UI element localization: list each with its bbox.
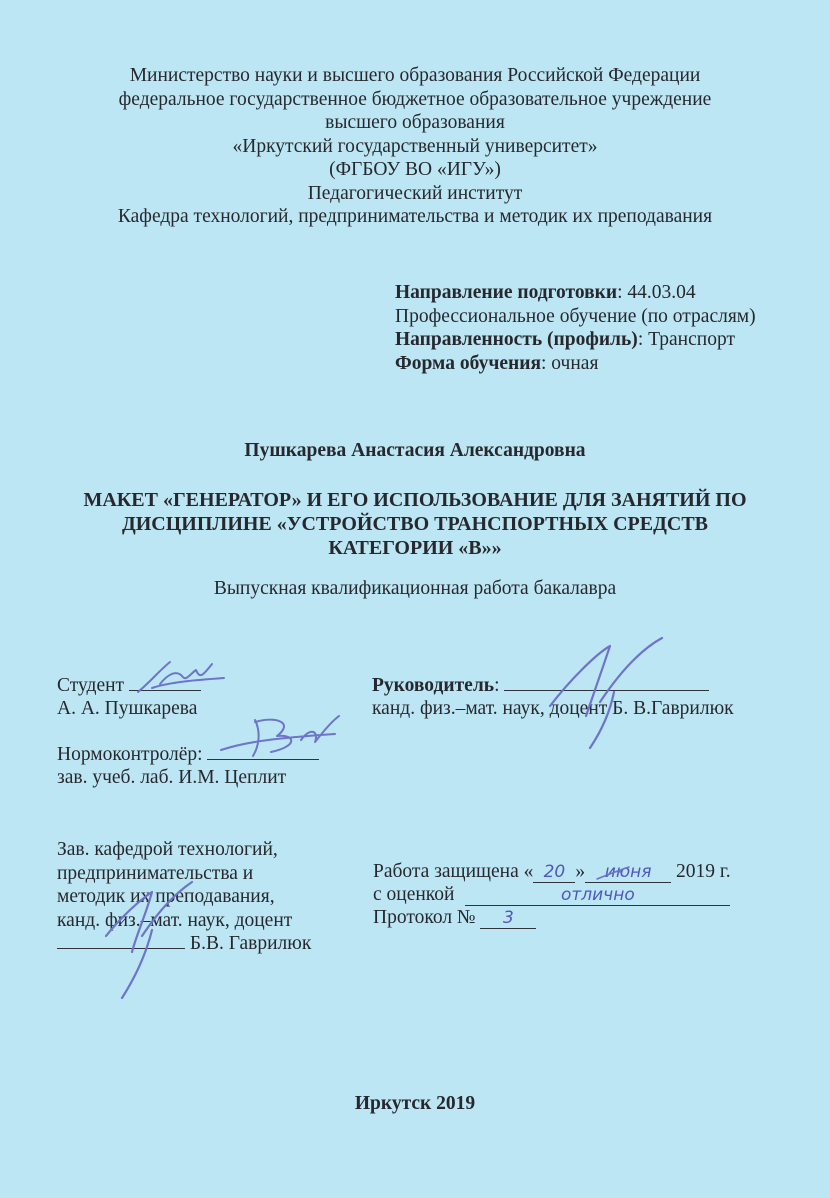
defense-prefix: Работа защищена « <box>373 861 534 882</box>
supervisor-label: Руководитель <box>372 675 495 696</box>
normcontrol-label: Нормоконтролёр: <box>57 744 203 765</box>
grade-label: с оценкой <box>373 884 455 905</box>
profile-label: Направленность (профиль) <box>395 329 638 350</box>
author-name: Пушкарева Анастасия Александровна <box>244 440 586 461</box>
supervisor-signature <box>540 632 670 752</box>
title-line: МАКЕТ «ГЕНЕРАТОР» И ЕГО ИСПОЛЬЗОВАНИЕ ДЛЯ ЗАНЯТИЙ ПО <box>83 489 747 511</box>
footer-city-year: Иркутск 2019 <box>354 1093 476 1114</box>
header-line: (ФГБОУ ВО «ИГУ») <box>329 159 501 180</box>
head-line: методик их преподавания, <box>57 886 275 907</box>
student-label: Студент <box>57 675 125 696</box>
header-line: высшего образования <box>325 112 505 133</box>
direction-value: : 44.03.04 <box>617 282 696 303</box>
head-name: Б.В. Гаврилюк <box>189 933 312 954</box>
defense-mid: » <box>575 861 586 882</box>
supervisor-details: канд. физ.–мат. наук, доцент Б. В.Гаврилюк <box>372 698 734 719</box>
program-info <box>395 281 756 375</box>
head-line: предпринимательства и <box>57 862 254 884</box>
head-line: Зав. кафедрой технологий, <box>57 839 278 860</box>
header-line: «Иркутский государственный университет» <box>232 135 598 157</box>
work-type: Выпускная квалификационная работа бакалавра <box>213 578 617 599</box>
normcontrol-details: зав. учеб. лаб. И.М. Цеплит <box>57 767 287 788</box>
head-signature <box>92 872 202 1002</box>
protocol-number: 3 <box>480 908 536 929</box>
grade-value: отлично <box>465 885 730 906</box>
defense-date <box>373 861 731 883</box>
protocol-label: Протокол № <box>373 907 476 928</box>
direction-label: Направление подготовки <box>395 282 618 303</box>
title-line: ДИСЦИПЛИНЕ «УСТРОЙСТВО ТРАНСПОРТНЫХ СРЕДСТВ <box>121 513 708 535</box>
defense-grade <box>373 884 730 906</box>
header-line: Министерство науки и высшего образования Российской Федерации <box>129 65 701 86</box>
defense-stamp-mark <box>593 857 633 887</box>
direction-line2: Профессиональное обучение (по отраслям) <box>395 305 756 327</box>
profile-value: : Транспорт <box>637 329 735 350</box>
thesis-title <box>0 488 830 560</box>
header-line: федеральное государственное бюджетное образовательное учреждение <box>118 88 712 110</box>
defense-protocol <box>373 907 536 929</box>
defense-year: 2019 г. <box>671 861 731 882</box>
normcontrol-signature <box>215 712 345 764</box>
defense-day: 20 <box>533 862 575 883</box>
institution-header <box>0 64 830 229</box>
form-label: Форма обучения <box>395 352 542 374</box>
supervisor-colon: : <box>494 675 500 696</box>
head-line: канд. физ.–мат. наук, доцент <box>57 909 293 931</box>
student-signature <box>130 652 230 702</box>
student-name: А. А. Пушкарева <box>57 698 198 719</box>
header-line: Кафедра технологий, предпринимательства и методик их преподавания <box>117 206 713 227</box>
title-line: КАТЕГОРИИ «В»» <box>328 537 502 559</box>
defense-month: июня <box>585 862 671 883</box>
header-line: Педагогический институт <box>307 182 523 204</box>
form-value: : очная <box>541 352 599 374</box>
